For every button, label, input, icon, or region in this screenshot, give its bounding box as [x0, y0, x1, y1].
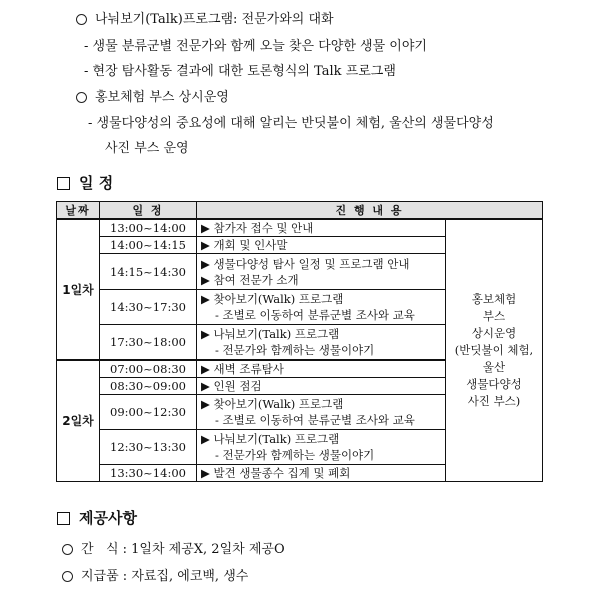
time-cell: 09:00~12:30	[100, 394, 197, 429]
provisions-heading: 제공사항	[57, 507, 137, 528]
time-cell: 13:30~14:00	[100, 464, 197, 481]
booth-side-cell: 홍보체험 부스 상시운영 (반딧불이 체험, 울산 생물다양성 사진 부스)	[446, 219, 543, 481]
time-cell: 07:00~08:30	[100, 360, 197, 378]
circle-bullet-icon	[76, 92, 87, 103]
content-cell: ▶ 나눠보기(Talk) 프로그램 - 전문가와 함께하는 생물이야기	[197, 325, 446, 360]
content-cell: ▶ 개회 및 인사말	[197, 237, 446, 254]
content-cell: ▶ 생물다양성 탐사 일정 및 프로그램 안내 ▶ 참여 전문가 소개	[197, 254, 446, 290]
time-cell: 14:30~17:30	[100, 290, 197, 325]
talk-program-item	[76, 8, 334, 27]
checkbox-square-icon	[57, 177, 70, 190]
circle-bullet-icon	[62, 571, 73, 582]
circle-bullet-icon	[76, 14, 87, 25]
header-time: 일 정	[100, 202, 197, 220]
content-cell: ▶ 찾아보기(Walk) 프로그램 - 조별로 이동하여 분류군별 조사와 교육	[197, 394, 446, 429]
schedule-heading: 일 정	[57, 172, 113, 193]
content-cell: ▶ 나눠보기(Talk) 프로그램 - 전문가와 함께하는 생물이야기	[197, 429, 446, 464]
circle-bullet-icon	[62, 544, 73, 555]
time-cell: 17:30~18:00	[100, 325, 197, 360]
time-cell: 13:00~14:00	[100, 219, 197, 237]
checkbox-square-icon	[57, 512, 70, 525]
table-header-row	[57, 202, 543, 220]
time-cell: 08:30~09:00	[100, 377, 197, 394]
supplies-item: 지급품 : 자료집, 에코백, 생수	[62, 565, 248, 584]
content-cell: ▶ 인원 점검	[197, 377, 446, 394]
time-cell: 14:00~14:15	[100, 237, 197, 254]
day1-label: 1일차	[57, 219, 100, 360]
header-content: 진 행 내 용	[197, 202, 543, 220]
header-date: 날짜	[57, 202, 100, 220]
content-cell: ▶ 찾아보기(Walk) 프로그램 - 조별로 이동하여 분류군별 조사와 교육	[197, 290, 446, 325]
snack-item: 간 식 : 1일차 제공X, 2일차 제공O	[62, 538, 285, 557]
time-cell: 12:30~13:30	[100, 429, 197, 464]
content-cell: ▶ 발견 생물종수 집계 및 폐회	[197, 464, 446, 481]
talk-detail-1: - 생물 분류군별 전문가와 함께 오늘 찾은 다양한 생물 이야기	[84, 39, 427, 54]
booth-detail-line1: - 생물다양성의 중요성에 대해 알리는 반딧불이 체험, 울산의 생물다양성	[88, 116, 494, 131]
booth-title: 홍보체험 부스 상시운영	[95, 90, 229, 105]
content-cell: ▶ 참가자 접수 및 안내	[197, 219, 446, 237]
schedule-table	[56, 201, 543, 482]
booth-item	[76, 86, 229, 105]
talk-detail-2: - 현장 탐사활동 결과에 대한 토론형식의 Talk 프로그램	[84, 64, 396, 79]
talk-program-title: 나눠보기(Talk)프로그램: 전문가와의 대화	[95, 12, 334, 27]
day2-label: 2일차	[57, 360, 100, 482]
table-row	[57, 219, 543, 237]
content-cell: ▶ 새벽 조류탐사	[197, 360, 446, 378]
booth-detail-line2: 사진 부스 운영	[105, 141, 189, 156]
time-cell: 14:15~14:30	[100, 254, 197, 290]
